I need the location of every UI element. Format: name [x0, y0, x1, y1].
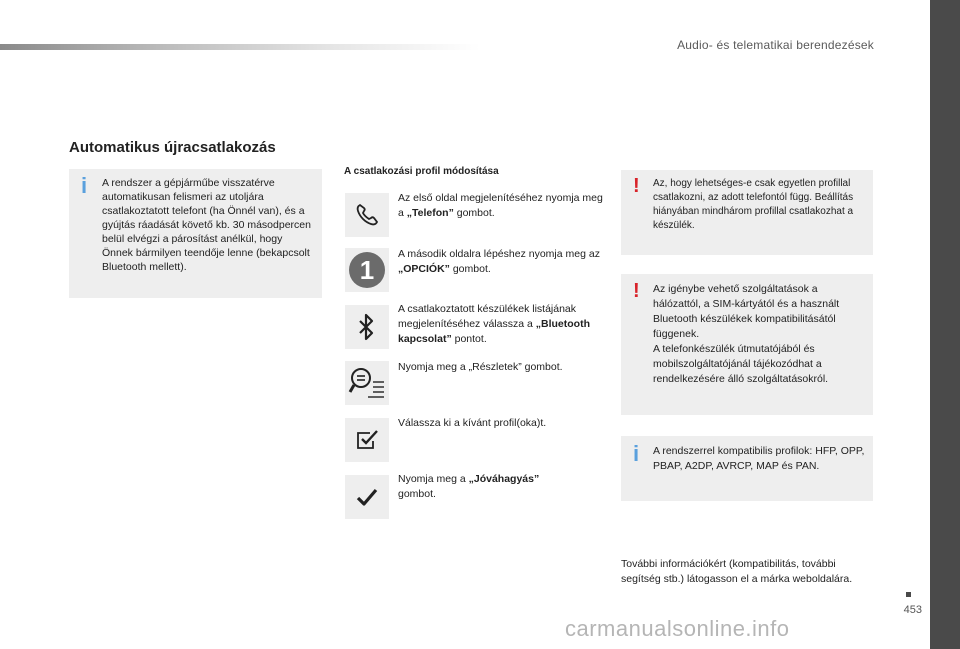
page-number: 453	[903, 604, 922, 616]
warning-icon: !	[633, 175, 640, 197]
header-rule	[0, 44, 480, 50]
warning-icon: !	[633, 280, 640, 302]
info-text: A rendszer a gépjárműbe visszatérve automatikusan felismeri az utoljára csatlakoztatott telefont (ha Önnél van), és a gyújtás ráadását követő kb. 30 másodpercen belül elvégzi a párosítást anélkül, hogy Önnek bármilyen teendője lenne (bekapcsolt Bluetooth mellett).	[102, 177, 311, 273]
phone-icon	[345, 193, 389, 237]
watermark: carmanualsonline.info	[565, 616, 790, 641]
warning-text: Az, hogy lehetséges-e csak egyetlen profillal csatlakozni, az adott telefontól függ. Beállítás hiányában mindhárom profillal csatlakozhat a készülék.	[653, 178, 854, 231]
info-icon: i	[81, 173, 88, 198]
bluetooth-icon	[345, 305, 389, 349]
checkbox-icon	[345, 418, 389, 462]
page-marker	[906, 592, 911, 597]
info-text: A rendszerrel kompatibilis profilok: HFP, OPP, PBAP, A2DP, AVRCP, MAP és PAN.	[653, 445, 865, 472]
footer-text: További információkért (kompatibilitás, további segítség stb.) látogasson el a márka weboldalára.	[621, 558, 853, 585]
step-1-text: Az első oldal megjelenítéséhez nyomja meg a „Telefon” gombot.	[398, 192, 603, 219]
warning-box-profile	[621, 170, 873, 255]
step-6-text: Nyomja meg a „Jóváhagyás” gombot.	[398, 473, 540, 500]
warning-text: Az igénybe vehető szolgáltatások a hálózattól, a SIM-kártyától és a használt Bluetooth készülékek kompatibilitásától függenek. A telefonkészülék útmutatójából és mobilszolgáltatójánál tájékozódhat a rendelkezésére álló szolgáltatásokról.	[653, 283, 840, 385]
info-icon: i	[633, 441, 640, 466]
step-2-text: A második oldalra lépéshez nyomja meg az „OPCIÓK” gombot.	[398, 248, 600, 275]
number-one-icon: 1	[359, 254, 375, 285]
step-number-icon	[345, 248, 389, 292]
procedure-title: A csatlakozási profil módosítása	[344, 166, 499, 177]
info-box-profiles	[621, 436, 873, 501]
header-title: Audio- és telematikai berendezések	[677, 38, 874, 52]
section-title: Automatikus újracsatlakozás	[69, 139, 276, 156]
side-bar	[930, 0, 960, 649]
step-5-text: Válassza ki a kívánt profil(oka)t.	[398, 417, 547, 429]
step-3-text: A csatlakoztatott készülékek listájának megjelenítéséhez válassza a „Bluetooth kapcsolat” pontot.	[398, 303, 590, 345]
warning-box-services	[621, 274, 873, 415]
details-icon	[345, 361, 389, 405]
checkmark-icon	[345, 475, 389, 519]
info-box-reconnect	[69, 169, 322, 298]
step-4-text: Nyomja meg a „Részletek” gombot.	[398, 361, 563, 373]
